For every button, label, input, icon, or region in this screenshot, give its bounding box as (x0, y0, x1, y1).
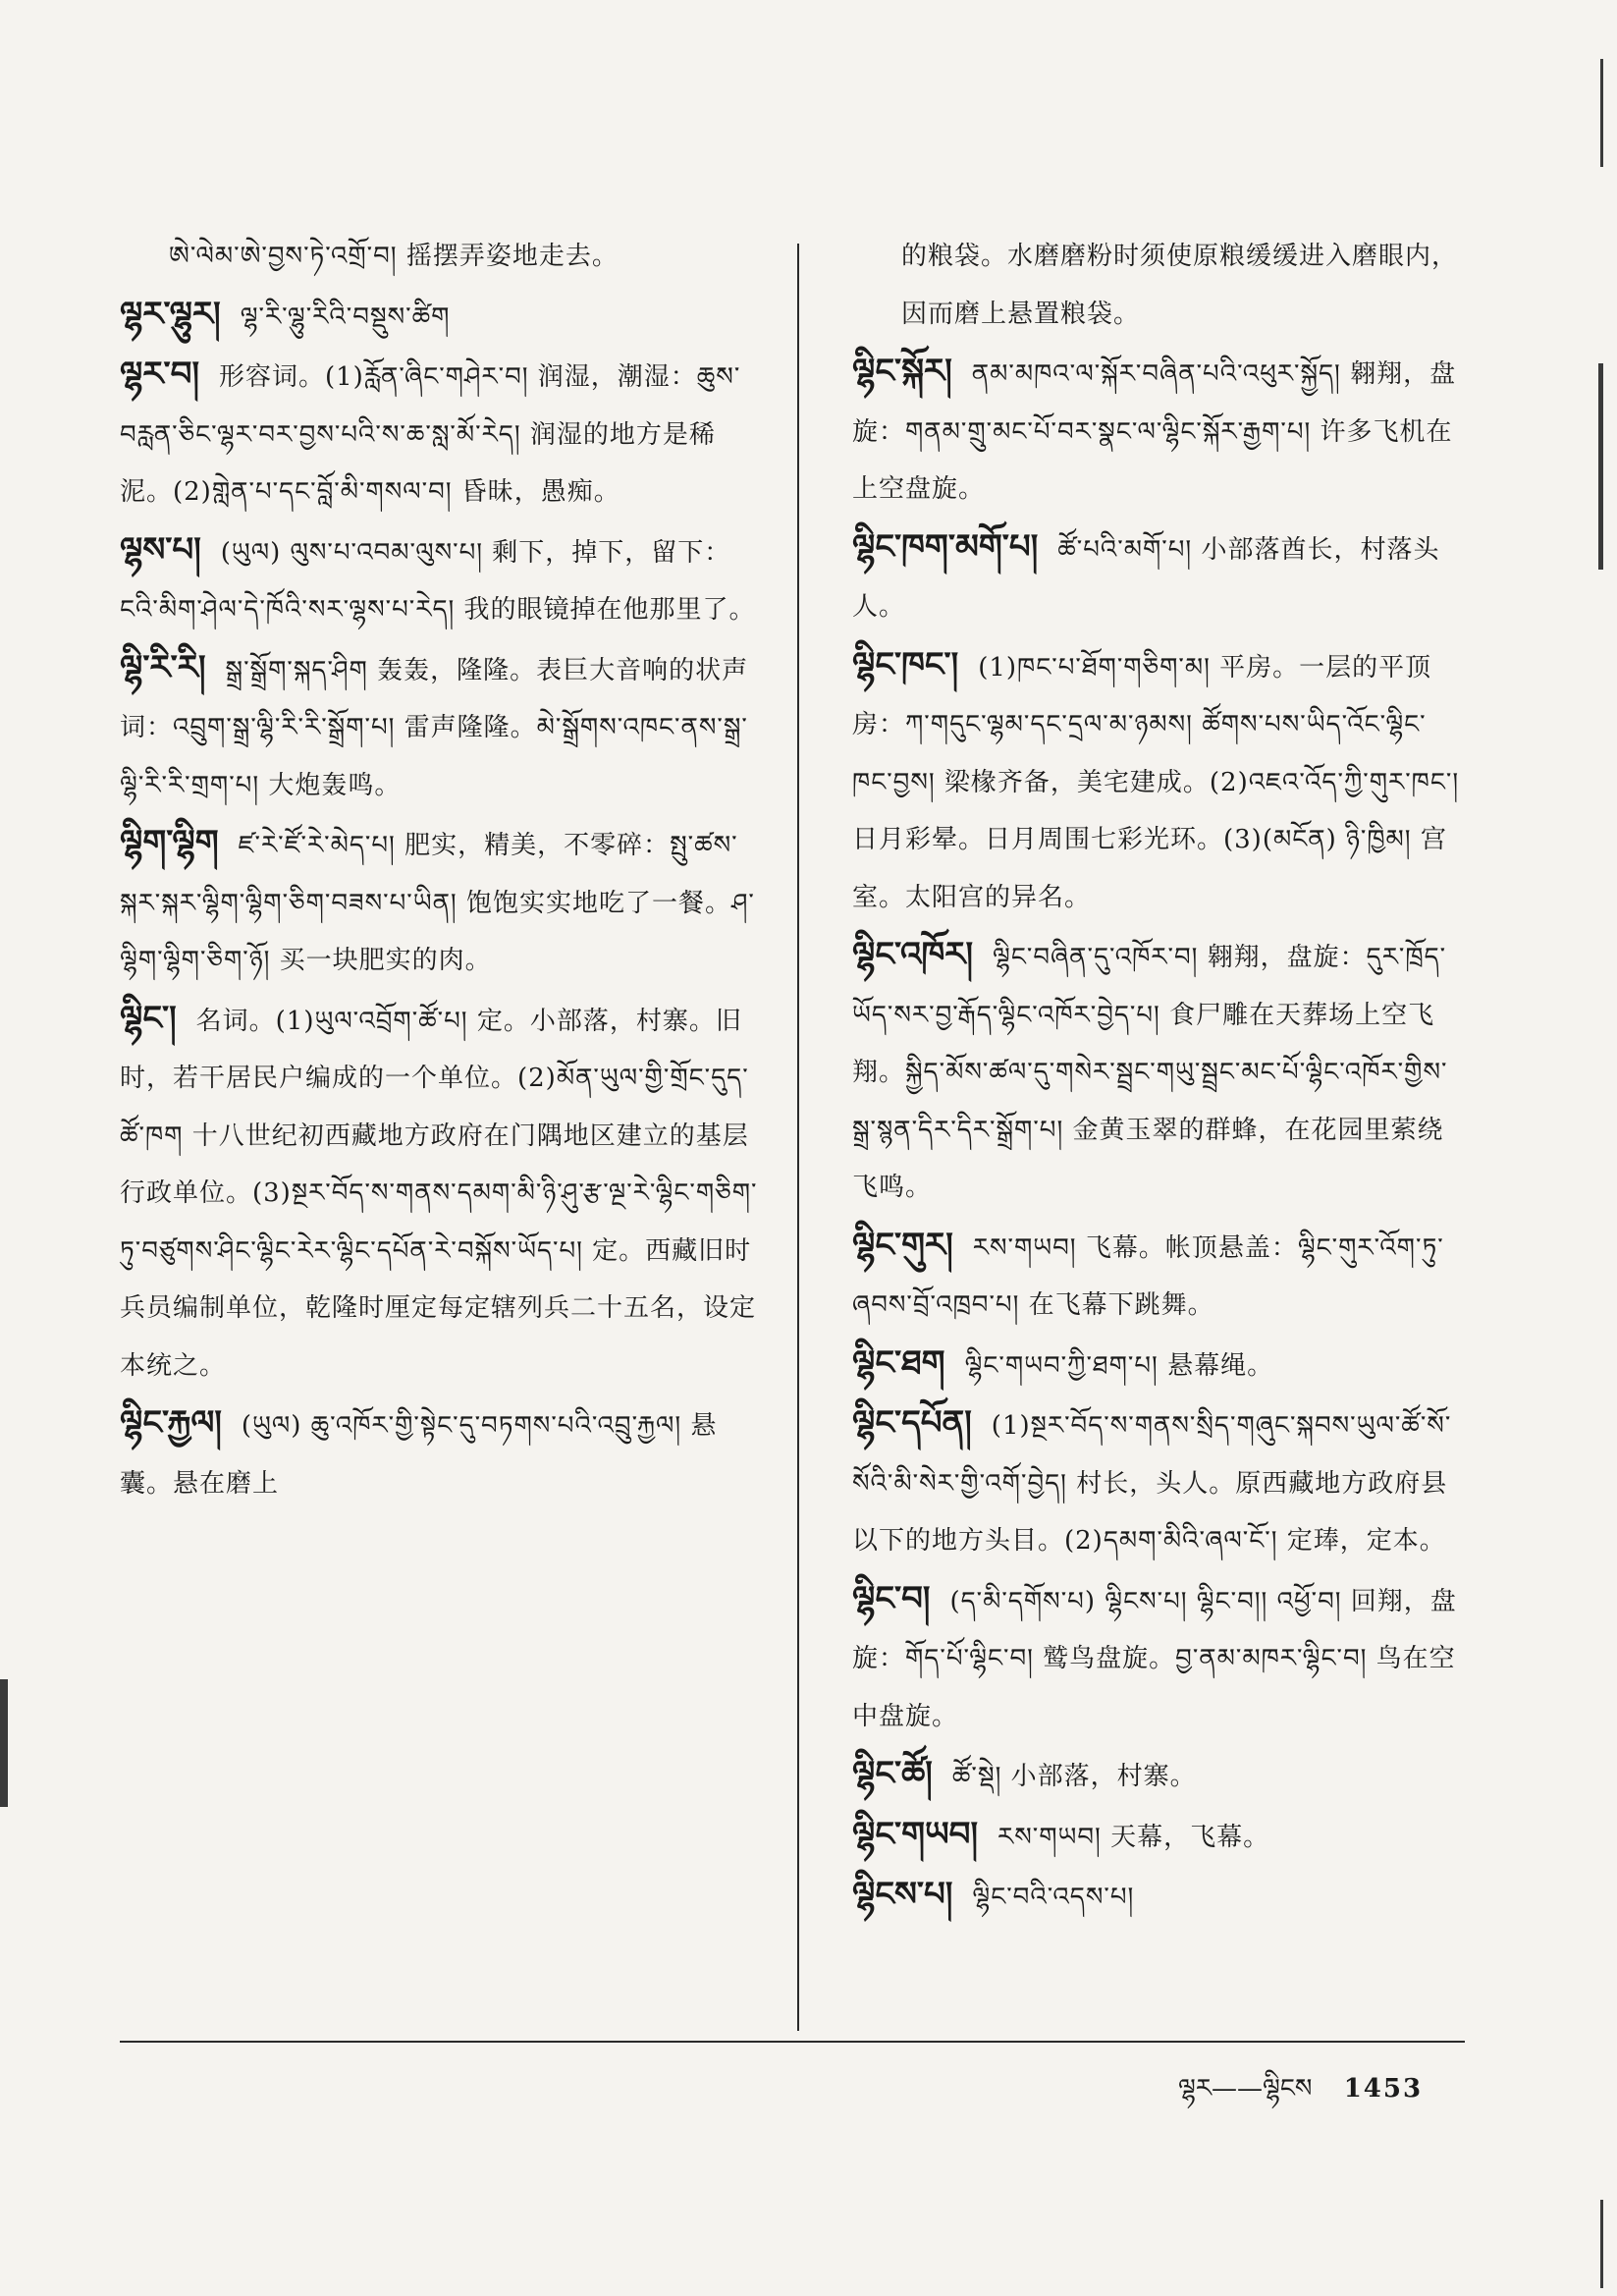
dictionary-entry (852, 926, 1461, 1217)
entry-text: ལྷ་རི་ལྷུ་རིའི་བསྡུས་ཚིག (240, 301, 451, 332)
scan-edge-mark (1600, 59, 1603, 167)
page-number: 1453 (1343, 2074, 1424, 2104)
left-column (120, 228, 768, 1512)
dictionary-entry (120, 228, 768, 286)
dictionary-entry (852, 1866, 1461, 1927)
dictionary-entry (852, 1217, 1461, 1335)
entry-text: (1)ཁང་པ་ཐོག་གཅིག་མ། 平房。一层的平顶房：ཀ་གདུང་ལྷམ་དང་དྲལ་མ་ཉམས། ཚོགས་པས་ཡིད་འོང་ལྷིང་ཁང་བྱས། 梁椽齐备，美宅建成。(2)འཇའ་འོད་ཀྱི་གུར་ཁང་། 日月彩晕。日月周围七彩光环。(3)(མངོན) ཉི་ཁྱིམ། 宫室。太阳宫的异名。 (852, 652, 1460, 912)
footer-rule (120, 2041, 1465, 2043)
entry-text: ཚོ་སྡེ། 小部落，村寨。 (951, 1762, 1197, 1791)
entry-headword: ལྷི་རི་རི། (120, 647, 206, 687)
entry-headword: ལྷིང་འཁོར། (852, 935, 974, 974)
entry-headword: ལྷས་པ། (120, 529, 201, 570)
entry-headword: ལྷིང་བ། (852, 1578, 931, 1618)
entry-text: སྒྲ་སྒྲོག་སྐད་ཤིག 轰轰，隆隆。表巨大音响的状声词：འབྲུག་སྒྲ་ལྷི་རི་རི་སྒྲོག་པ། 雷声隆隆。མེ་སྒྲོགས་འཁང་ནས་སྒྲ་ལྷི་རི་རི་གྲག་པ། 大炮轰鸣。 (120, 655, 749, 800)
entry-text: (ཡུལ) ལུས་པ་འབམ་ལུས་པ། 剩下，掉下，留下：ངའི་མིག་ཤེལ་དེ་ཁོའི་སར་ལྷས་པ་རེད། 我的眼镜掉在他那里了。 (120, 537, 756, 625)
dictionary-entry (120, 814, 768, 990)
dictionary-entry (852, 519, 1461, 636)
scan-edge-mark (0, 1679, 8, 1807)
entry-headword: ལྷིང་ཐག (852, 1342, 945, 1383)
dictionary-entry (852, 343, 1461, 519)
entry-text: (1)སྔར་བོད་ས་གནས་སྲིད་གཞུང་སྐབས་ཡུལ་ཚོ་སོ་སོའི་མི་སེར་གྱི་འགོ་བྱེད། 村长，头人。原西藏地方政府县以下的地方头目。(2)དམག་མིའི་ཞལ་ངོ་། 定琫，定本。 (852, 1411, 1452, 1556)
dictionary-entry (120, 1394, 768, 1512)
dictionary-entry (852, 1394, 1461, 1570)
dictionary-entry (852, 1745, 1461, 1806)
entry-text: (ཡུལ) ཆུ་འཁོར་གྱི་སྟེང་དུ་བཏགས་པའི་འབྲུ་རྐྱལ། 悬囊。悬在磨上 (120, 1411, 718, 1499)
entry-headword: ལྷིང་ཚོ། (852, 1754, 933, 1793)
page-footer (1178, 2060, 1423, 2132)
scan-edge-mark (1598, 363, 1603, 570)
footer-range: ལྷར——ལྷིངས (1178, 2074, 1313, 2104)
entry-headword: ལྷིག་ལྷིག (120, 823, 219, 862)
dictionary-entry (852, 636, 1461, 927)
entry-text: ཛ་རེ་ཛོ་རེ་མེད་པ། 肥实，精美，不零碎：སྤུ་ཚས་སྐར་སྐར་ལྷིག་ལྷིག་ཅིག་བཟས་པ་ཡིན། 饱饱实实地吃了一餐。ཤ་ལྷིག་ལྷིག་ཅིག་ཉོ། 买一块肥实的肉。 (120, 831, 755, 975)
entry-headword: ལྷིང་ཁང་། (852, 644, 959, 684)
entry-text: རས་གཡབ། 天幕，飞幕。 (997, 1822, 1270, 1852)
entry-headword: ལྷིང་རྐྱལ། (120, 1403, 222, 1443)
entry-text: 的粮袋。水磨磨粉时须使原粮缓缓进入磨眼内，因而磨上悬置粮袋。 (901, 242, 1459, 329)
dictionary-entry (852, 1335, 1461, 1395)
dictionary-entry (852, 1570, 1461, 1746)
entry-headword: ལྷིང་དཔོན། (852, 1403, 972, 1443)
entry-headword: ལྷིང་། (120, 998, 177, 1038)
entry-headword: ལྷར་བ། (120, 355, 199, 394)
right-column (852, 228, 1461, 1927)
column-divider (797, 244, 799, 2031)
entry-headword: ལྷིང་སྐོར། (852, 352, 952, 391)
entry-text: རས་གཡབ། 飞幕。帐顶悬盖：ལྷིང་གུར་འོག་ཏུ་ཞབས་བྲོ་འཁྲབ་པ། 在飞幕下跳舞。 (852, 1232, 1444, 1320)
entry-headword: ལྷིང་གཡབ། (852, 1814, 979, 1854)
entry-text: 名词。(1)ཡུལ་འབྲོག་ཚོ་པ། 定。小部落，村寨。旧时，若干居民户编成的一个单位。(2)མོན་ཡུལ་གྱི་གྲོང་དུད་ཚོ་ཁག 十八世纪初西藏地方政府在门隅地区建立的基层行政单位。(3)སྔར་བོད་ས་གནས་དམག་མི་ཉི་ཤུ་རྩ་ལྔ་རེ་ལྷིང་གཅིག་ཏུ་བཙུགས་ཤིང་ལྷིང་རེར་ལྷིང་དཔོན་རེ་བསྐོས་ཡོད་པ། 定。西藏旧时兵员编制单位，乾隆时厘定每定辖列兵二十五名，设定本统之。 (120, 1006, 758, 1381)
dictionary-entry (120, 346, 768, 521)
dictionary-entry (120, 286, 768, 347)
entry-headword: ལྷིངས་པ། (852, 1875, 953, 1914)
entry-text: ལྷིང་བའི་འདས་པ། (972, 1883, 1135, 1912)
entry-text: ཚོ་པའི་མགོ་པ། 小部落酋长，村落头人。 (852, 534, 1440, 622)
dictionary-entry (120, 990, 768, 1395)
dictionary-entry (120, 521, 768, 639)
entry-headword: ལྷིང་གུར། (852, 1225, 953, 1265)
entry-text: ལྷིང་བཞིན་དུ་འཁོར་བ། 翱翔，盘旋：དུར་ཁྲོད་ཡོད་སར་བྱ་རྒོད་ལྷིང་འཁོར་བྱེད་པ། 食尸雕在天葬场上空飞翔。སྐྱིད་མོས་ཚལ་དུ་གསེར་སྦྲང་གཡུ་སྦྲང་མང་པོ་ལྷིང་འཁོར་གྱིས་སྒྲ་སྙན་དིར་དིར་སྒྲོག་པ། 金黄玉翠的群蜂，在花园里萦绕飞鸣。 (852, 943, 1448, 1202)
dictionary-entry (852, 1806, 1461, 1867)
dictionary-entry (852, 228, 1461, 343)
scan-edge-mark (1600, 2200, 1603, 2288)
entry-text: 形容词。(1)རློན་ཞིང་གཤེར་བ། 润湿，潮湿：ཆུས་བརླན་ཅིང་ལྷར་བར་བྱས་པའི་ས་ཆ་སླ་མོ་རེད། 润湿的地方是稀泥。(2)གླེན་པ་དང་བློ་མི་གསལ་བ། 昏昧，愚痴。 (120, 362, 741, 507)
entry-headword: ལྷིང་ཁག་མགོ་པ། (852, 526, 1039, 567)
dictionary-entry (120, 639, 768, 815)
entry-text: ལྷིང་གཡབ་ཀྱི་ཐག་པ། 悬幕绳。 (964, 1350, 1274, 1381)
entry-text: ཨེ་ལེམ་ཨེ་བྱས་ཏེ་འགྲོ་བ། 摇摆弄姿地走去。 (169, 242, 619, 271)
entry-text: ནམ་མཁའ་ལ་སྐོར་བཞིན་པའི་འཕུར་སྐྱོད། 翱翔，盘旋：གནམ་གྲུ་མང་པོ་བར་སྣང་ལ་ལྷིང་སྐོར་རྒྱག་པ། 许多飞机在上空盘旋。 (852, 359, 1457, 504)
entry-text: (ད་མི་དགོས་པ) ལྷིངས་པ། ལྷིང་བ།། འཕྱོ་བ། 回翔，盘旋：གོད་པོ་ལྷིང་བ། 鹫鸟盘旋。བྱ་ནམ་མཁར་ལྷིང་བ། 鸟在空中盘旋。 (852, 1586, 1457, 1731)
entry-headword: ལྷར་ལྷུར། (120, 294, 221, 334)
